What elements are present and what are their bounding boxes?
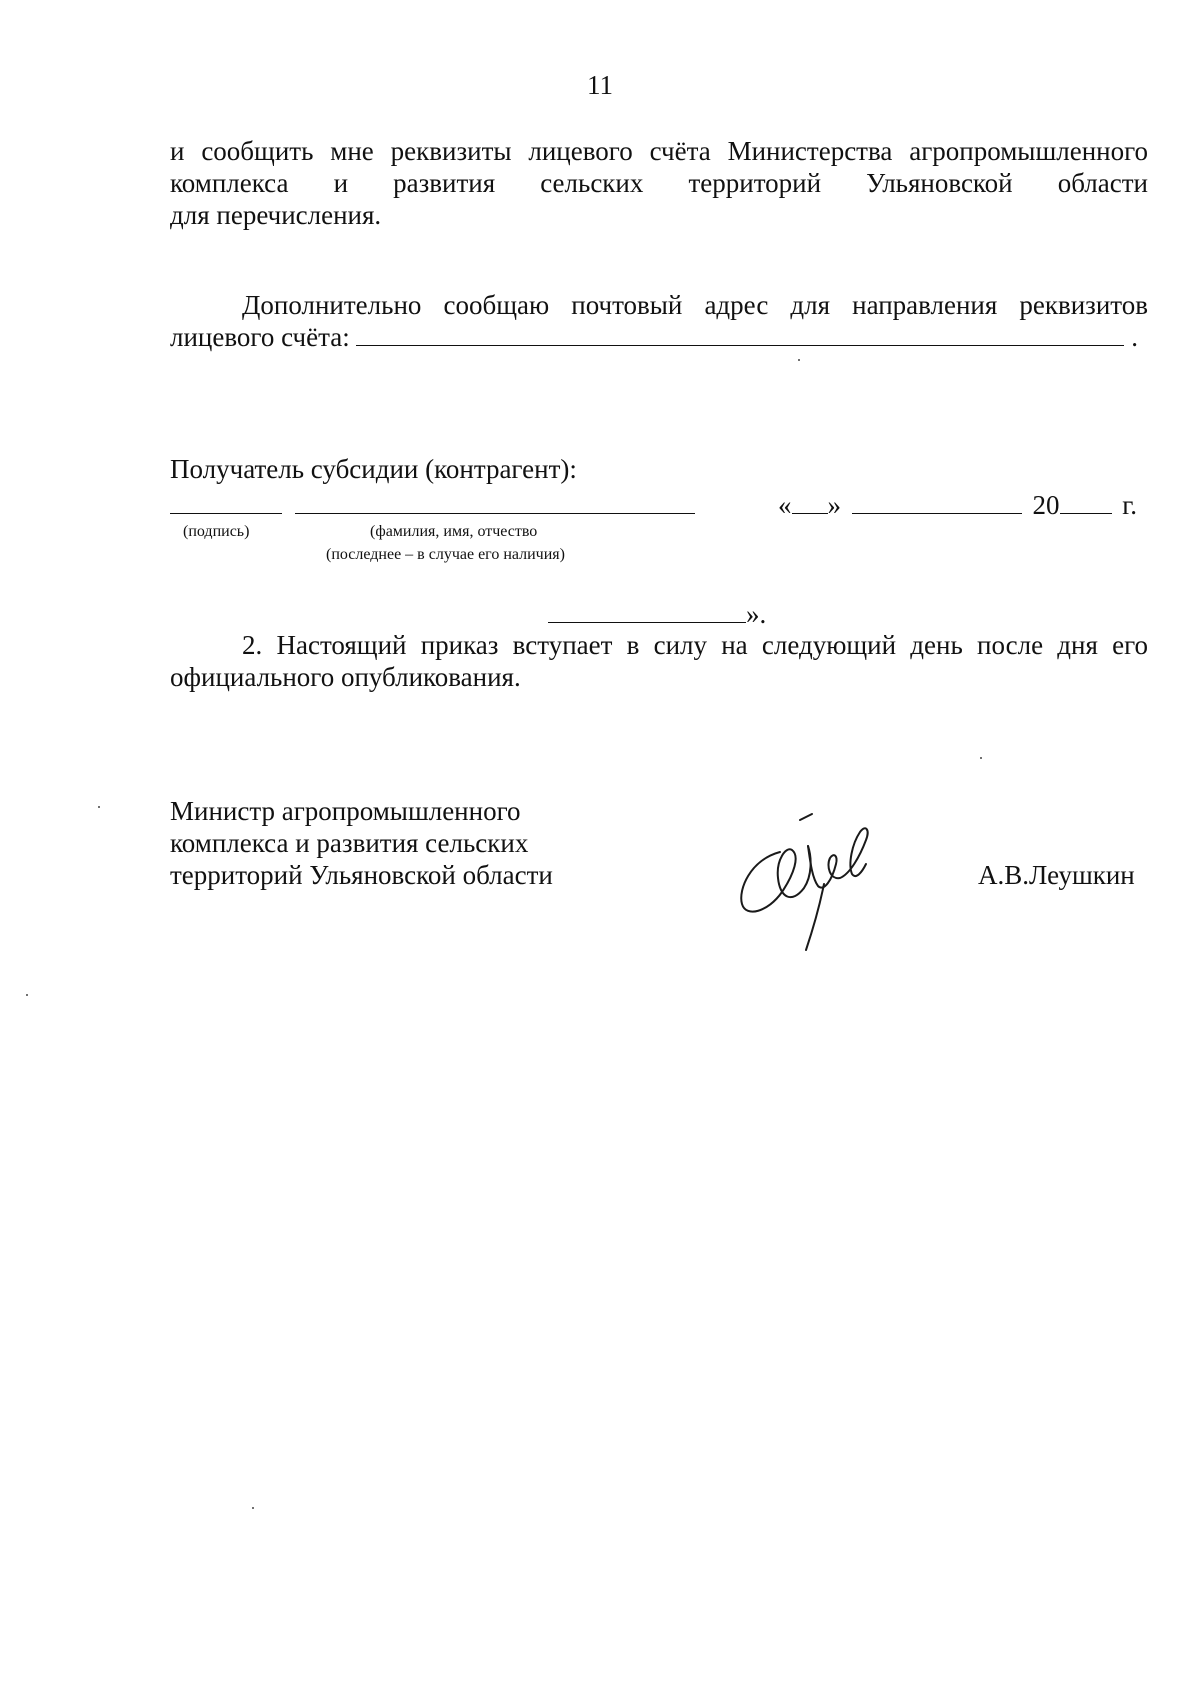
scan-speck [98, 806, 100, 808]
recipient-sign-row [170, 489, 695, 521]
signature-blank-line[interactable] [170, 489, 282, 514]
scan-speck [980, 757, 982, 759]
date-open-quote: « [778, 490, 792, 520]
caption-name-line-1: (фамилия, имя, отчество [370, 523, 538, 540]
closing-mark: ». [746, 599, 767, 629]
month-blank-line[interactable] [852, 489, 1022, 514]
year-prefix: 20 [1032, 490, 1060, 520]
closing-row [548, 598, 766, 630]
page-number: 11 [587, 70, 613, 100]
clause-2-line-1: 2. Настоящий приказ вступает в силу на следующий день после дня его [242, 630, 1148, 660]
paragraph-1-line-1: и сообщить мне реквизиты лицевого счёта Министерства агропромышленного [170, 136, 1148, 166]
address-blank-line[interactable] [356, 321, 1124, 346]
paragraph-2-line-1: Дополнительно сообщаю почтовый адрес для направления реквизитов [242, 290, 1148, 320]
signatory-title-line-2: комплекса и развития сельских [170, 828, 529, 858]
signatory-title [170, 795, 553, 891]
caption-name-line-2: (последнее – в случае его наличия) [326, 546, 565, 563]
year-blank-line[interactable] [1060, 489, 1112, 514]
caption-signature: (подпись) [183, 523, 250, 540]
scan-speck [26, 994, 28, 996]
day-blank-line[interactable] [792, 489, 828, 514]
paragraph-1-line-2: комплекса и развития сельских территорий Ульяновской области [170, 168, 1148, 198]
handwritten-signature-icon [720, 800, 920, 965]
closing-blank-line[interactable] [548, 598, 746, 623]
scan-speck [798, 359, 800, 361]
address-end-period: . [1131, 322, 1138, 352]
address-row [170, 321, 1138, 353]
date-row [778, 489, 1137, 521]
signatory-name: А.В.Леушкин [978, 860, 1135, 890]
date-close-quote: » [827, 490, 841, 520]
paragraph-1-line-3: для перечисления. [170, 200, 382, 230]
signatory-title-line-3: территорий Ульяновской области [170, 860, 553, 890]
full-name-blank-line[interactable] [295, 489, 695, 514]
recipient-label: Получатель субсидии (контрагент): [170, 454, 577, 484]
address-label: лицевого счёта: [170, 322, 350, 352]
clause-2-line-2: официального опубликования. [170, 662, 521, 692]
signatory-title-line-1: Министр агропромышленного [170, 796, 521, 826]
scan-speck [252, 1507, 254, 1509]
year-suffix: г. [1122, 490, 1138, 520]
